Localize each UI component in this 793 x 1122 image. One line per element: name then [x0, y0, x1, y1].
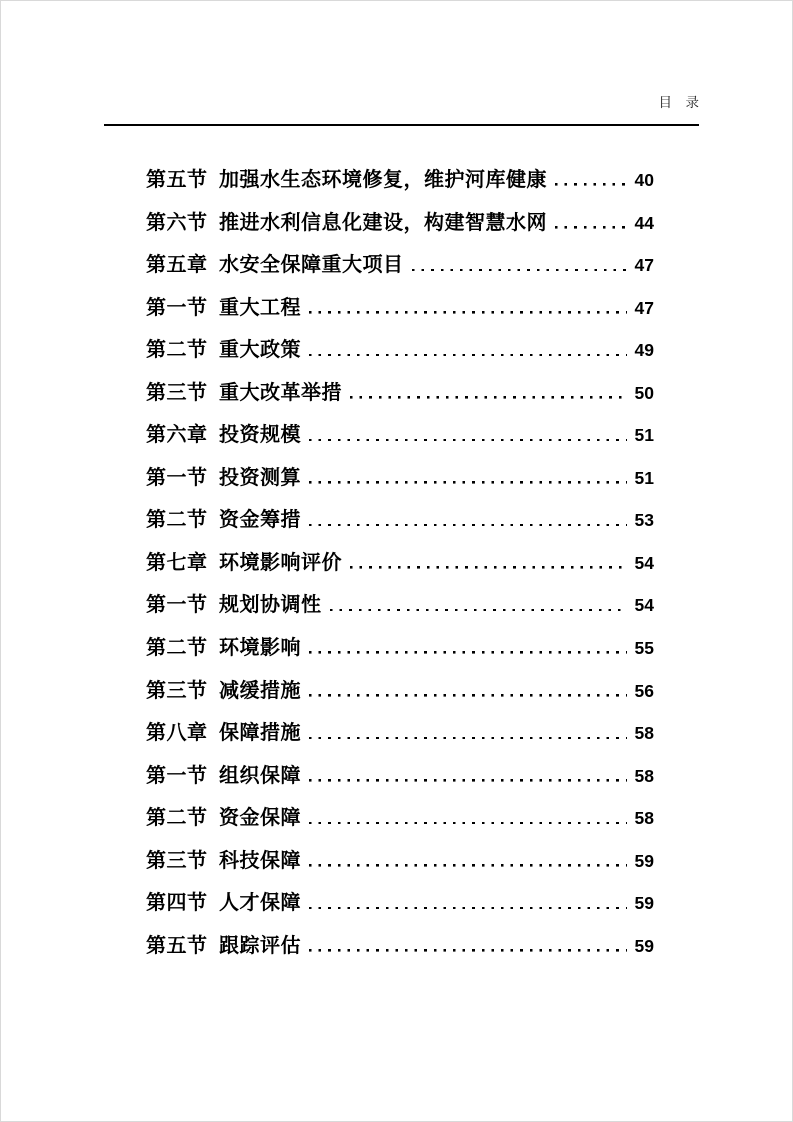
toc-entry[interactable] [146, 832, 654, 875]
toc-entry[interactable] [146, 747, 654, 790]
dot-leader [309, 864, 627, 867]
dot-leader [555, 226, 627, 229]
toc-entry[interactable] [146, 449, 654, 492]
toc-entry-page: 56 [634, 680, 654, 701]
toc-entry-label: 第六章 投资规模 [146, 424, 301, 447]
toc-entry[interactable] [146, 534, 654, 577]
dot-leader [555, 183, 627, 186]
toc-entry-page: 53 [634, 510, 654, 531]
dot-leader [309, 354, 627, 357]
toc-entry-label: 第五章 水安全保障重大项目 [146, 254, 404, 277]
toc-entry-page: 54 [634, 552, 654, 573]
toc-entry-label: 第六节 推进水利信息化建设，构建智慧水网 [146, 211, 547, 234]
toc-entry[interactable] [146, 491, 654, 534]
toc-entry-page: 47 [634, 255, 654, 276]
dot-leader [309, 737, 627, 740]
toc-entry-page: 59 [634, 850, 654, 871]
toc-entry[interactable] [146, 917, 654, 960]
toc-entry-page: 58 [634, 765, 654, 786]
toc-entry[interactable] [146, 619, 654, 662]
toc-entry-page: 55 [634, 638, 654, 659]
toc-entry-label: 第二节 资金保障 [146, 807, 301, 830]
toc-entry-page: 58 [634, 808, 654, 829]
toc-entry-label: 第五节 加强水生态环境修复，维护河库健康 [146, 169, 547, 191]
toc-entry-page: 40 [634, 170, 654, 190]
toc-entry[interactable] [146, 279, 654, 322]
dot-leader [309, 524, 627, 527]
toc-entry-page: 59 [634, 935, 654, 956]
toc-entry[interactable] [146, 704, 654, 747]
dot-leader [309, 779, 627, 782]
toc-entry-page: 50 [634, 382, 654, 403]
toc-entry-label: 第二节 环境影响 [146, 637, 301, 660]
toc-entry-label: 第八章 保障措施 [146, 722, 301, 745]
toc-entry-label: 第一节 组织保障 [146, 764, 301, 787]
toc-entry-label: 第三节 重大改革举措 [146, 381, 342, 404]
toc-entry[interactable] [146, 576, 654, 619]
toc-entry-label: 第七章 环境影响评价 [146, 551, 342, 574]
dot-leader [309, 651, 627, 654]
toc-entry[interactable] [146, 406, 654, 449]
dot-leader [309, 694, 627, 697]
dot-leader [309, 822, 627, 825]
toc-entry-page: 51 [634, 467, 654, 488]
toc-entry-label: 第二节 重大政策 [146, 339, 301, 362]
page-header-title: 目 录 [658, 95, 699, 110]
toc-entry[interactable] [146, 874, 654, 917]
toc-entry-label: 第一节 规划协调性 [146, 594, 322, 617]
toc-entry-page: 51 [634, 425, 654, 446]
dot-leader [350, 566, 627, 569]
toc-entry[interactable] [146, 364, 654, 407]
toc-entry[interactable] [146, 662, 654, 705]
dot-leader [330, 609, 627, 612]
toc-entry-label: 第四节 人才保障 [146, 892, 301, 915]
dot-leader [309, 949, 627, 952]
toc-entry-page: 59 [634, 893, 654, 914]
dot-leader [309, 439, 627, 442]
dot-leader [309, 481, 627, 484]
toc-entry-label: 第一节 重大工程 [146, 296, 301, 319]
toc-list [146, 151, 654, 959]
toc-entry-label: 第三节 科技保障 [146, 849, 301, 872]
toc-entry[interactable] [146, 151, 654, 194]
dot-leader [309, 311, 627, 314]
toc-entry-page: 44 [634, 212, 654, 233]
toc-entry[interactable] [146, 321, 654, 364]
page-header [104, 91, 699, 111]
dot-leader [412, 269, 627, 272]
dot-leader [350, 396, 627, 399]
toc-entry[interactable] [146, 194, 654, 237]
toc-entry-label: 第三节 减缓措施 [146, 679, 301, 702]
toc-entry-page: 58 [634, 723, 654, 744]
toc-entry[interactable] [146, 236, 654, 279]
dot-leader [309, 907, 627, 910]
toc-entry-page: 54 [634, 595, 654, 616]
toc-entry-page: 49 [634, 340, 654, 361]
toc-entry-label: 第二节 资金筹措 [146, 509, 301, 532]
toc-entry-label: 第五节 跟踪评估 [146, 934, 301, 957]
header-rule [104, 124, 699, 126]
toc-entry-page: 47 [634, 297, 654, 318]
toc-entry-label: 第一节 投资测算 [146, 466, 301, 489]
toc-entry[interactable] [146, 789, 654, 832]
